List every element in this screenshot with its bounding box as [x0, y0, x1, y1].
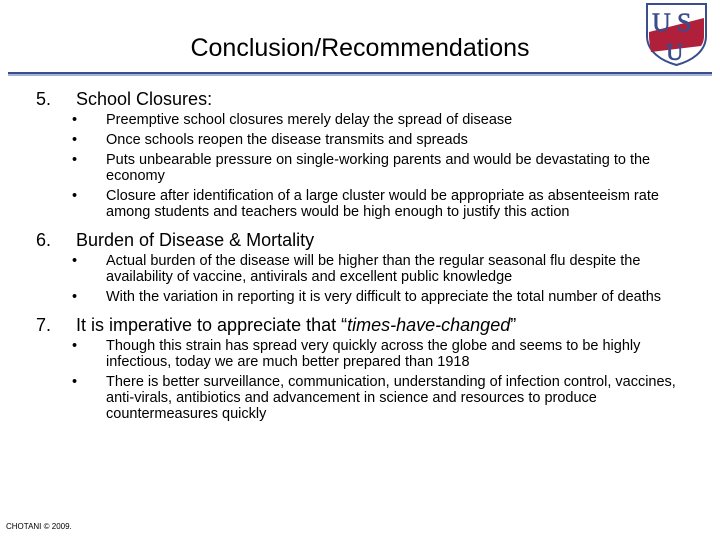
list-item: • There is better surveillance, communication, understanding of infection control, vaccines, anti-virals, antibiotics and advancement in science and resources to produce countermeasures quickly — [72, 374, 676, 422]
bullet-list — [36, 112, 706, 220]
slide-title: Conclusion/Recommendations — [190, 34, 530, 62]
section-burden-of-disease — [36, 229, 706, 305]
section-school-closures — [36, 88, 706, 220]
section-number: 6. — [36, 230, 52, 250]
list-item: • Once schools reopen the disease transmits and spreads — [72, 132, 468, 148]
list-item: • Actual burden of the disease will be higher than the regular seasonal flu despite the availability of vaccine, antivirals and excellent public knowledge — [72, 253, 641, 285]
section-times-have-changed — [36, 314, 706, 422]
svg-text:U: U — [666, 40, 684, 66]
section-number: 7. — [36, 315, 52, 335]
svg-text:U: U — [652, 8, 671, 37]
list-item: • Puts unbearable pressure on single-working parents and would be devastating to the economy — [72, 152, 651, 184]
section-heading: Burden of Disease & Mortality — [76, 230, 315, 250]
list-item: • Preemptive school closures merely delay the spread of disease — [72, 112, 513, 128]
usu-logo — [641, 2, 712, 66]
list-item: • Though this strain has spread very quickly across the globe and seems to be highly infectious, today we are much better prepared than 1918 — [72, 338, 641, 370]
list-item: • Closure after identification of a large cluster would be appropriate as absenteeism rate among students and teachers would be high enough to justify this action — [72, 188, 659, 220]
slide-content — [36, 88, 706, 431]
bullet-list — [36, 338, 706, 422]
copyright-footer: CHOTANI © 2009. — [6, 522, 72, 531]
list-item: • With the variation in reporting it is very difficult to appreciate the total number of deaths — [72, 289, 662, 305]
section-heading: It is imperative to appreciate that “times-have-changed” — [76, 315, 517, 335]
bullet-list — [36, 253, 706, 305]
section-heading: School Closures: — [76, 89, 213, 109]
section-number: 5. — [36, 89, 52, 109]
svg-text:S: S — [677, 8, 692, 37]
title-divider — [8, 72, 712, 76]
